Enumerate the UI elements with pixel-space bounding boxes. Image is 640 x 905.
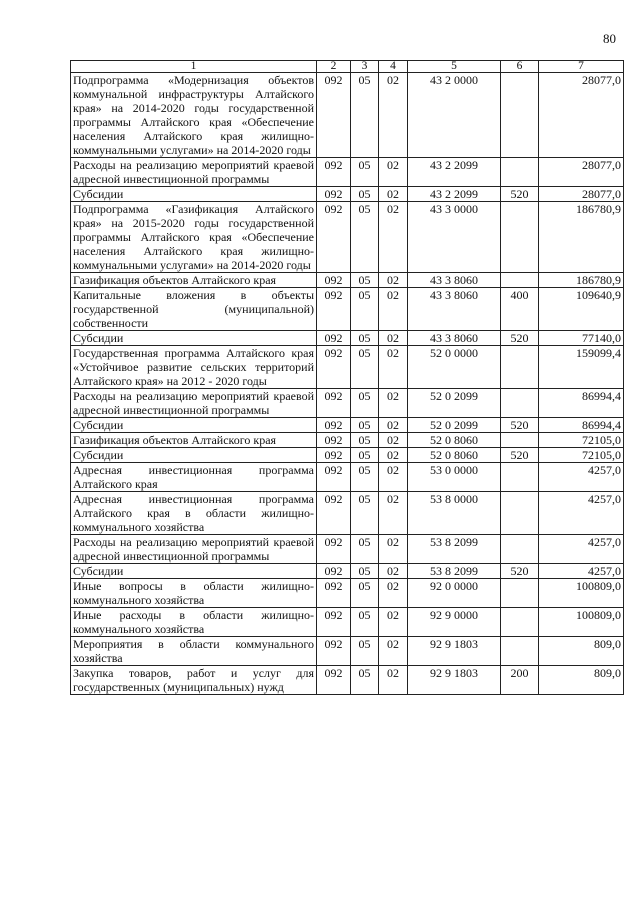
code-target: 52 0 0000 [408,346,501,389]
table-row [71,608,624,637]
code-section: 05 [351,492,379,535]
code-expense-type: 400 [501,288,539,331]
code-subsection: 02 [379,433,408,448]
table-row [71,448,624,463]
code-target: 43 3 0000 [408,202,501,273]
row-amount: 100809,0 [539,608,624,637]
row-amount: 28077,0 [539,158,624,187]
row-name: Расходы на реализацию мероприятий краевой адресной инвестиционной программы [71,535,317,564]
table-row [71,389,624,418]
code-section: 05 [351,331,379,346]
code-section: 05 [351,463,379,492]
code-ministry: 092 [317,579,351,608]
column-header: 6 [501,61,539,73]
code-section: 05 [351,202,379,273]
table-row [71,463,624,492]
code-subsection: 02 [379,187,408,202]
code-ministry: 092 [317,535,351,564]
code-target: 92 9 1803 [408,637,501,666]
table-row [71,535,624,564]
code-expense-type [501,433,539,448]
row-name: Газификация объектов Алтайского края [71,433,317,448]
code-section: 05 [351,448,379,463]
row-amount: 4257,0 [539,564,624,579]
table-row [71,418,624,433]
code-section: 05 [351,346,379,389]
code-expense-type: 520 [501,187,539,202]
code-ministry: 092 [317,564,351,579]
code-subsection: 02 [379,202,408,273]
code-section: 05 [351,158,379,187]
row-amount: 100809,0 [539,579,624,608]
code-subsection: 02 [379,346,408,389]
code-expense-type [501,73,539,158]
row-amount: 72105,0 [539,448,624,463]
code-target: 53 8 2099 [408,535,501,564]
table-row [71,288,624,331]
row-amount: 28077,0 [539,73,624,158]
code-section: 05 [351,273,379,288]
table-row [71,564,624,579]
row-amount: 72105,0 [539,433,624,448]
table-row [71,492,624,535]
code-subsection: 02 [379,608,408,637]
code-expense-type [501,346,539,389]
row-amount: 86994,4 [539,389,624,418]
code-target: 43 2 2099 [408,187,501,202]
code-expense-type [501,389,539,418]
table-row [71,433,624,448]
code-section: 05 [351,288,379,331]
code-target: 52 0 2099 [408,389,501,418]
code-section: 05 [351,637,379,666]
table-row [71,73,624,158]
code-expense-type [501,202,539,273]
row-amount: 4257,0 [539,463,624,492]
code-subsection: 02 [379,564,408,579]
code-expense-type: 200 [501,666,539,695]
code-subsection: 02 [379,331,408,346]
table-row [71,331,624,346]
code-section: 05 [351,389,379,418]
column-header: 2 [317,61,351,73]
code-target: 43 2 0000 [408,73,501,158]
row-name: Подпрограмма «Газификация Алтайского края» на 2015-2020 годы государственной программы Алтайского края «Обеспечение населения Алтайского края жилищно-коммунальными услугами» на 2014-2020 годы [71,202,317,273]
code-target: 43 2 2099 [408,158,501,187]
code-ministry: 092 [317,448,351,463]
row-name: Капитальные вложения в объекты государственной (муниципальной) собственности [71,288,317,331]
table-row [71,666,624,695]
column-header: 3 [351,61,379,73]
code-expense-type [501,579,539,608]
row-amount: 109640,9 [539,288,624,331]
code-subsection: 02 [379,666,408,695]
row-amount: 809,0 [539,637,624,666]
code-ministry: 092 [317,331,351,346]
table-row [71,579,624,608]
code-section: 05 [351,535,379,564]
code-subsection: 02 [379,389,408,418]
code-target: 53 8 2099 [408,564,501,579]
code-expense-type: 520 [501,564,539,579]
code-ministry: 092 [317,666,351,695]
row-name: Расходы на реализацию мероприятий краевой адресной инвестиционной программы [71,158,317,187]
code-subsection: 02 [379,73,408,158]
row-amount: 809,0 [539,666,624,695]
code-section: 05 [351,564,379,579]
column-header: 7 [539,61,624,73]
row-name: Иные вопросы в области жилищно-коммунального хозяйства [71,579,317,608]
row-amount: 4257,0 [539,492,624,535]
budget-table [70,60,624,695]
row-name: Иные расходы в области жилищно-коммунального хозяйства [71,608,317,637]
row-name: Расходы на реализацию мероприятий краевой адресной инвестиционной программы [71,389,317,418]
table-header-row [71,61,624,73]
row-amount: 4257,0 [539,535,624,564]
code-target: 43 3 8060 [408,273,501,288]
row-name: Субсидии [71,331,317,346]
row-amount: 186780,9 [539,202,624,273]
code-expense-type [501,158,539,187]
code-subsection: 02 [379,463,408,492]
code-ministry: 092 [317,202,351,273]
code-target: 92 9 1803 [408,666,501,695]
code-ministry: 092 [317,73,351,158]
code-expense-type [501,608,539,637]
row-name: Адресная инвестиционная программа Алтайского края в области жилищно-коммунального хозяйства [71,492,317,535]
code-target: 53 8 0000 [408,492,501,535]
code-ministry: 092 [317,346,351,389]
table-row [71,346,624,389]
code-subsection: 02 [379,579,408,608]
code-target: 92 9 0000 [408,608,501,637]
code-section: 05 [351,579,379,608]
code-subsection: 02 [379,637,408,666]
code-target: 52 0 8060 [408,448,501,463]
row-amount: 77140,0 [539,331,624,346]
code-target: 52 0 8060 [408,433,501,448]
row-name: Субсидии [71,564,317,579]
code-expense-type: 520 [501,418,539,433]
table-row [71,202,624,273]
code-subsection: 02 [379,492,408,535]
code-target: 43 3 8060 [408,288,501,331]
code-subsection: 02 [379,158,408,187]
code-target: 53 0 0000 [408,463,501,492]
code-subsection: 02 [379,448,408,463]
code-section: 05 [351,187,379,202]
code-ministry: 092 [317,158,351,187]
page-number: 80 [603,31,616,46]
code-ministry: 092 [317,273,351,288]
row-name: Государственная программа Алтайского края «Устойчивое развитие сельских территорий Алтайского края» на 2012 - 2020 годы [71,346,317,389]
code-expense-type [501,492,539,535]
table-row [71,187,624,202]
row-name: Газификация объектов Алтайского края [71,273,317,288]
code-ministry: 092 [317,418,351,433]
code-ministry: 092 [317,492,351,535]
code-subsection: 02 [379,288,408,331]
code-subsection: 02 [379,273,408,288]
code-section: 05 [351,418,379,433]
code-expense-type [501,535,539,564]
code-section: 05 [351,608,379,637]
row-amount: 186780,9 [539,273,624,288]
row-name: Субсидии [71,448,317,463]
code-ministry: 092 [317,637,351,666]
row-name: Субсидии [71,418,317,433]
column-header: 1 [71,61,317,73]
row-amount: 159099,4 [539,346,624,389]
row-amount: 28077,0 [539,187,624,202]
row-amount: 86994,4 [539,418,624,433]
code-ministry: 092 [317,463,351,492]
code-expense-type [501,637,539,666]
code-subsection: 02 [379,535,408,564]
code-target: 52 0 2099 [408,418,501,433]
code-ministry: 092 [317,288,351,331]
table-row [71,273,624,288]
code-expense-type [501,463,539,492]
column-header: 4 [379,61,408,73]
code-ministry: 092 [317,187,351,202]
code-target: 43 3 8060 [408,331,501,346]
code-expense-type [501,273,539,288]
table-row [71,158,624,187]
row-name: Подпрограмма «Модернизация объектов коммунальной инфраструктуры Алтайского края» на 2014-2020 годы государственной программы Алтайского края «Обеспечение населения Алтайского края жилищно-коммунальными услугами» на 2014-2020 годы [71,73,317,158]
row-name: Мероприятия в области коммунального хозяйства [71,637,317,666]
code-expense-type: 520 [501,448,539,463]
code-target: 92 0 0000 [408,579,501,608]
code-subsection: 02 [379,418,408,433]
code-ministry: 092 [317,389,351,418]
code-ministry: 092 [317,608,351,637]
code-section: 05 [351,666,379,695]
row-name: Адресная инвестиционная программа Алтайского края [71,463,317,492]
table-row [71,637,624,666]
code-section: 05 [351,73,379,158]
code-ministry: 092 [317,433,351,448]
code-expense-type: 520 [501,331,539,346]
code-section: 05 [351,433,379,448]
row-name: Субсидии [71,187,317,202]
column-header: 5 [408,61,501,73]
row-name: Закупка товаров, работ и услуг для государственных (муниципальных) нужд [71,666,317,695]
